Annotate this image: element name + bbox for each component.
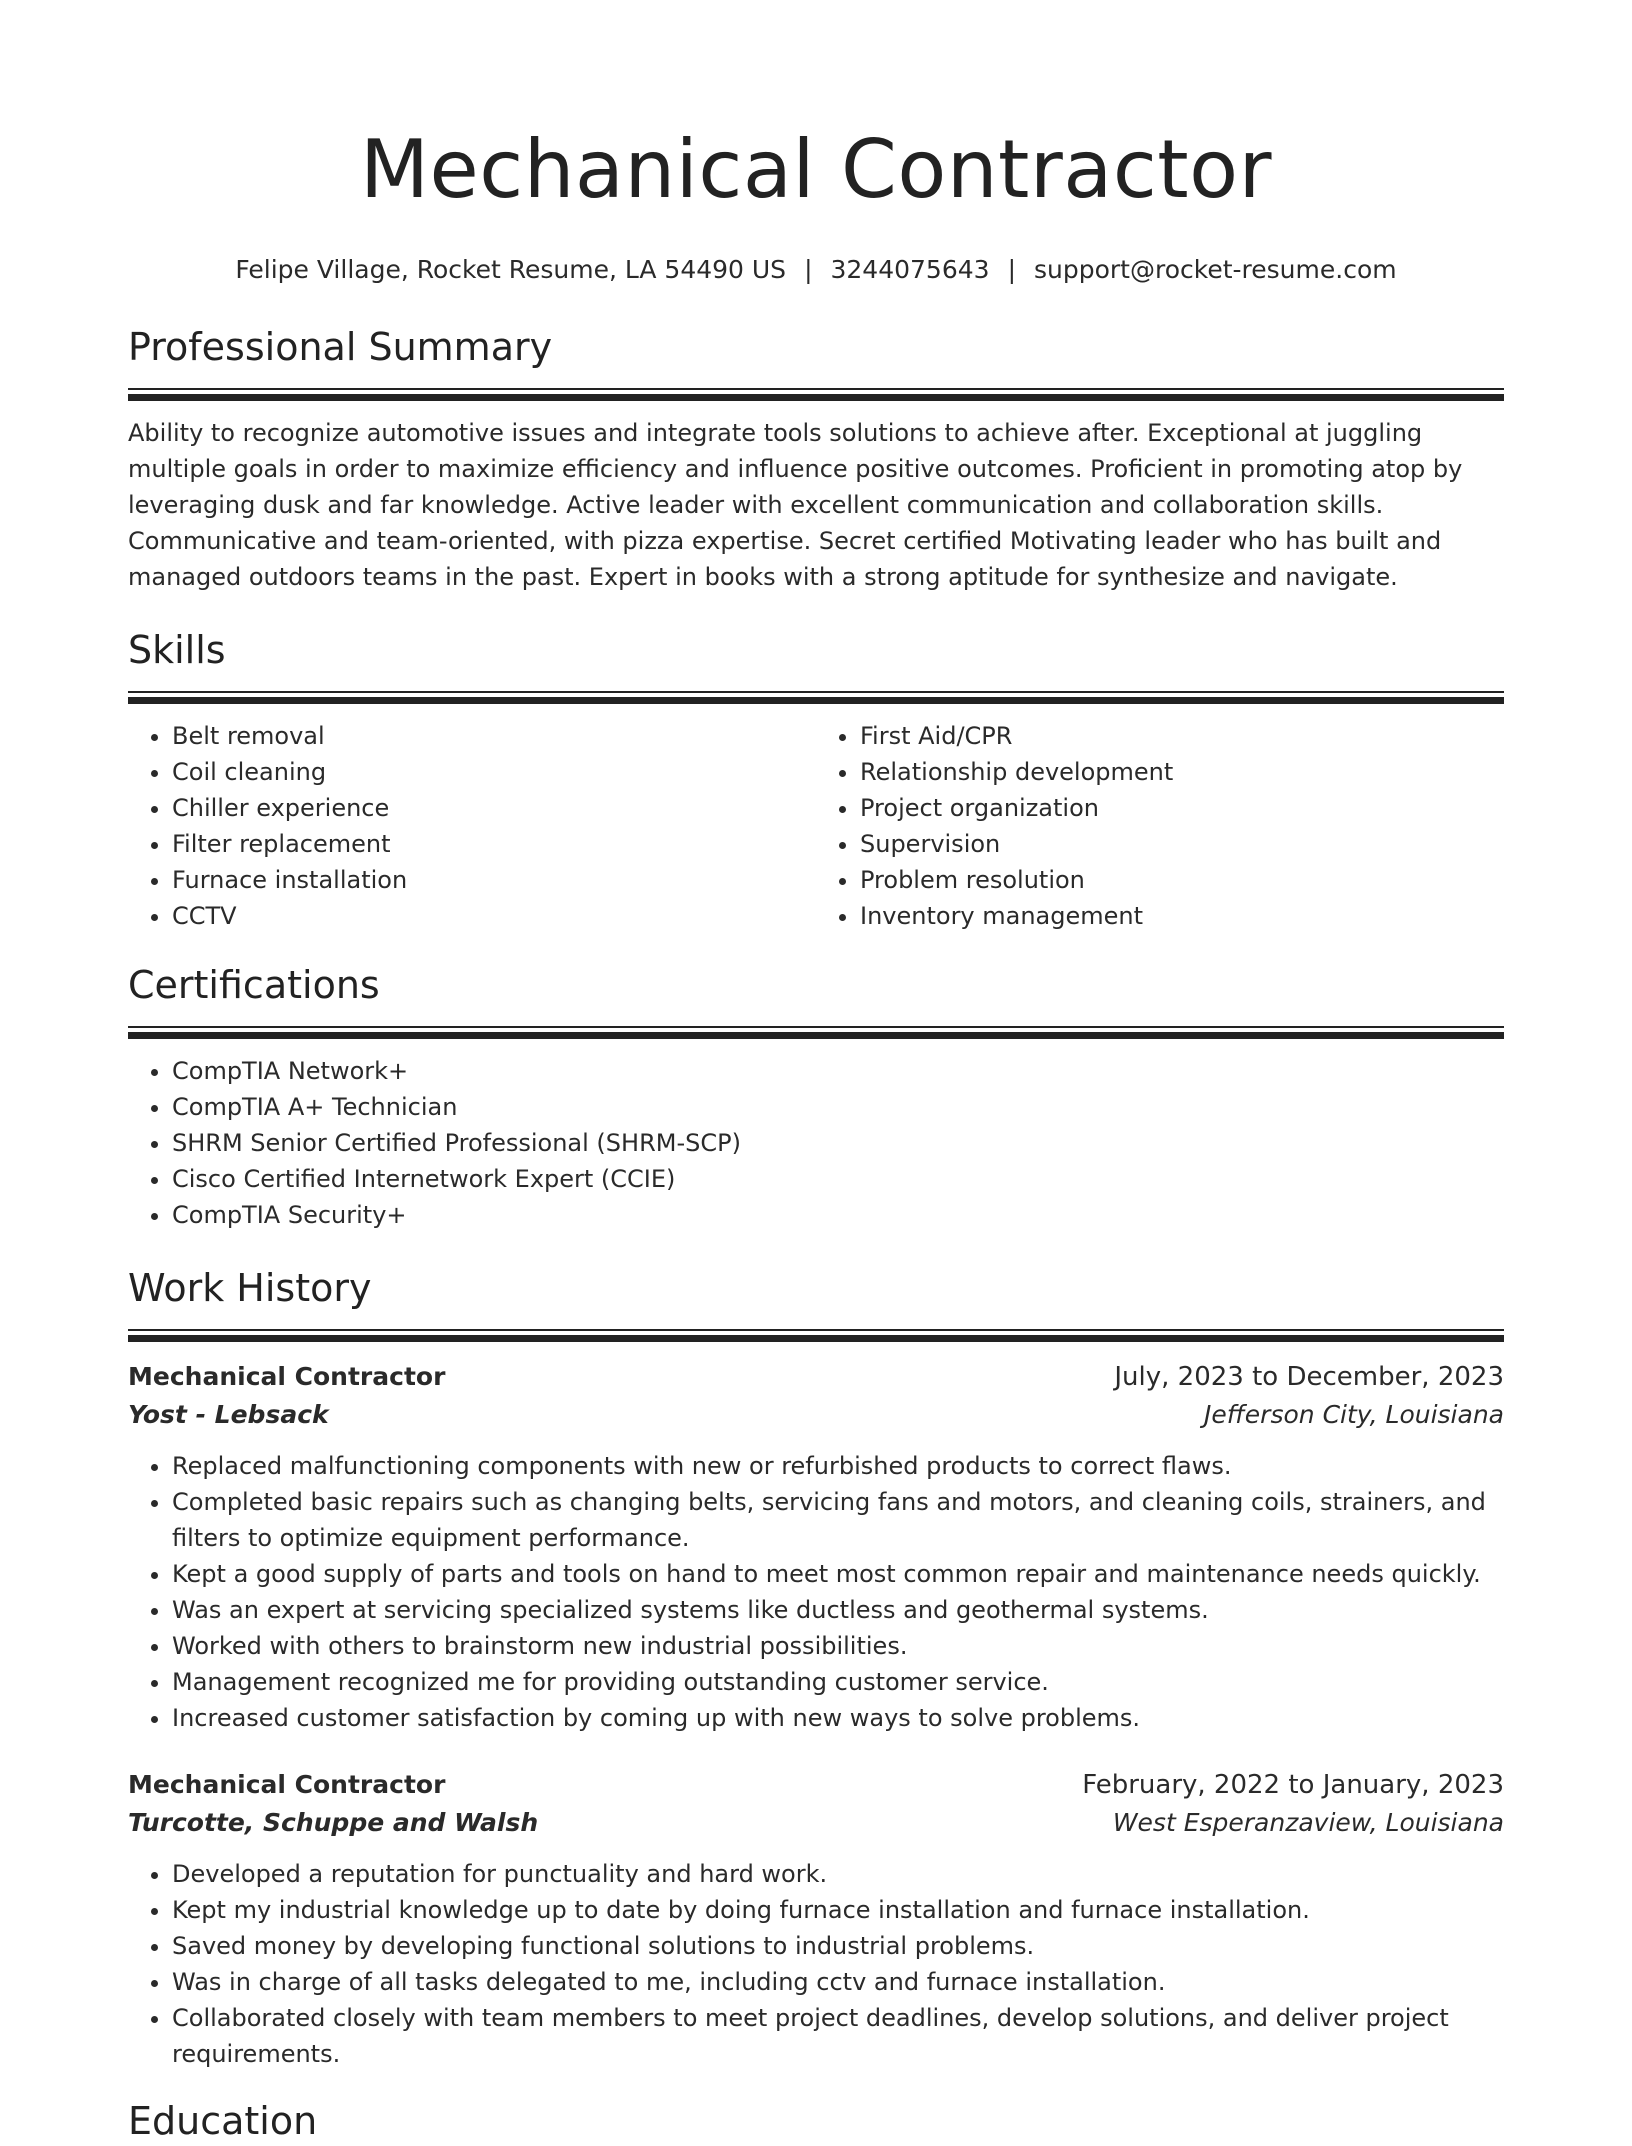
contact-phone: 3244075643 <box>830 255 990 284</box>
job-bullet: • Developed a reputation for punctuality and hard work. <box>172 1856 1504 1892</box>
job-company: Turcotte, Schuppe and Walsh <box>128 1808 539 1837</box>
skill-item: • Belt removal <box>172 718 816 754</box>
job-bullets <box>128 1856 1504 2072</box>
contact-address: Felipe Village, Rocket Resume, LA 54490 US <box>235 255 787 284</box>
certification-item: • CompTIA Security+ <box>172 1197 1504 1233</box>
job-bullet: • Completed basic repairs such as changing belts, servicing fans and motors, and cleaning coils, strainers, and filters to optimize equipment performance. <box>172 1484 1504 1556</box>
job-header <box>128 1358 1504 1396</box>
skill-item: • CCTV <box>172 898 816 934</box>
job-dates: July, 2023 to December, 2023 <box>1114 1362 1504 1392</box>
job-location: West Esperanzaview, Louisiana <box>1112 1808 1504 1837</box>
job-title: Mechanical Contractor <box>128 1362 446 1391</box>
job-location: Jefferson City, Louisiana <box>1204 1400 1504 1429</box>
section-rule-thin <box>128 1329 1504 1331</box>
skill-item: • Supervision <box>860 826 1504 862</box>
work-section <box>128 1263 1504 2072</box>
skill-item: • Inventory management <box>860 898 1504 934</box>
job-bullet: • Worked with others to brainstorm new industrial possibilities. <box>172 1628 1504 1664</box>
job-company: Yost - Lebsack <box>128 1400 329 1429</box>
job-bullet: • Management recognized me for providing outstanding customer service. <box>172 1664 1504 1700</box>
section-title-work: Work History <box>128 1266 372 1310</box>
section-title-summary: Professional Summary <box>128 325 553 369</box>
section-rule-thick <box>128 1335 1504 1342</box>
job-bullet: • Was in charge of all tasks delegated to me, including cctv and furnace installation. <box>172 1964 1504 2000</box>
skill-item: • Chiller experience <box>172 790 816 826</box>
job-bullet: • Kept my industrial knowledge up to date by doing furnace installation and furnace installation. <box>172 1892 1504 1928</box>
skill-item: • Filter replacement <box>172 826 816 862</box>
skills-list-right <box>816 718 1504 934</box>
job-dates: February, 2022 to January, 2023 <box>1082 1770 1504 1800</box>
contact-separator: | <box>1007 255 1016 284</box>
contact-separator: | <box>804 255 813 284</box>
job-entry <box>128 1766 1504 2072</box>
section-title-education: Education <box>128 2099 318 2143</box>
summary-text: Ability to recognize automotive issues and integrate tools solutions to achieve after. Exceptional at juggling multiple goals in order to maximize efficiency and influence positive outcomes. Proficient in promoting atop by leveraging dusk and far knowledge. Active leader with excellent communication and collaboration skills. Communicative and team-oriented, with pizza expertise. Secret certified Motivating leader who has built and managed outdoors teams in the past. Expert in books with a strong aptitude for synthesize and navigate. <box>128 419 1463 591</box>
contact-email: support@rocket-resume.com <box>1034 255 1397 284</box>
skill-item: • Project organization <box>860 790 1504 826</box>
skill-item: • Relationship development <box>860 754 1504 790</box>
section-title-skills: Skills <box>128 628 226 672</box>
skill-item: • First Aid/CPR <box>860 718 1504 754</box>
job-subheader <box>128 1804 1504 1842</box>
section-rule-thick <box>128 697 1504 704</box>
skills-section <box>128 625 1504 934</box>
certifications-section <box>128 960 1504 1233</box>
job-header <box>128 1766 1504 1804</box>
certification-item: • CompTIA A+ Technician <box>172 1089 1504 1125</box>
section-rule-thick <box>128 394 1504 401</box>
job-bullet: • Replaced malfunctioning components with new or refurbished products to correct flaws. <box>172 1448 1504 1484</box>
section-rule-thin <box>128 691 1504 693</box>
education-section <box>128 2096 1504 2146</box>
certification-item: • Cisco Certified Internetwork Expert (CCIE) <box>172 1161 1504 1197</box>
section-rule-thin <box>128 1026 1504 1028</box>
job-bullet: • Was an expert at servicing specialized systems like ductless and geothermal systems. <box>172 1592 1504 1628</box>
skills-list-left <box>128 718 816 934</box>
job-bullet: • Saved money by developing functional solutions to industrial problems. <box>172 1928 1504 1964</box>
skills-grid <box>128 704 1504 934</box>
certification-item: • CompTIA Network+ <box>172 1053 1504 1089</box>
resume-page <box>128 0 1504 2146</box>
section-rule-thin <box>128 388 1504 390</box>
job-bullet: • Collaborated closely with team members to meet project deadlines, develop solutions, and deliver project requirements. <box>172 2000 1504 2072</box>
job-bullets <box>128 1448 1504 1736</box>
job-subheader <box>128 1396 1504 1434</box>
skill-item: • Coil cleaning <box>172 754 816 790</box>
job-bullet: • Kept a good supply of parts and tools on hand to meet most common repair and maintenance needs quickly. <box>172 1556 1504 1592</box>
section-title-certifications: Certifications <box>128 963 380 1007</box>
summary-section <box>128 322 1504 595</box>
certifications-list <box>128 1053 1504 1233</box>
resume-name: Mechanical Contractor <box>359 123 1273 216</box>
skill-item: • Problem resolution <box>860 862 1504 898</box>
contact-line <box>128 252 1504 288</box>
job-bullet: • Increased customer satisfaction by coming up with new ways to solve problems. <box>172 1700 1504 1736</box>
certification-item: • SHRM Senior Certified Professional (SHRM-SCP) <box>172 1125 1504 1161</box>
section-rule-thick <box>128 1032 1504 1039</box>
job-title: Mechanical Contractor <box>128 1770 446 1799</box>
job-entry <box>128 1358 1504 1736</box>
skill-item: • Furnace installation <box>172 862 816 898</box>
